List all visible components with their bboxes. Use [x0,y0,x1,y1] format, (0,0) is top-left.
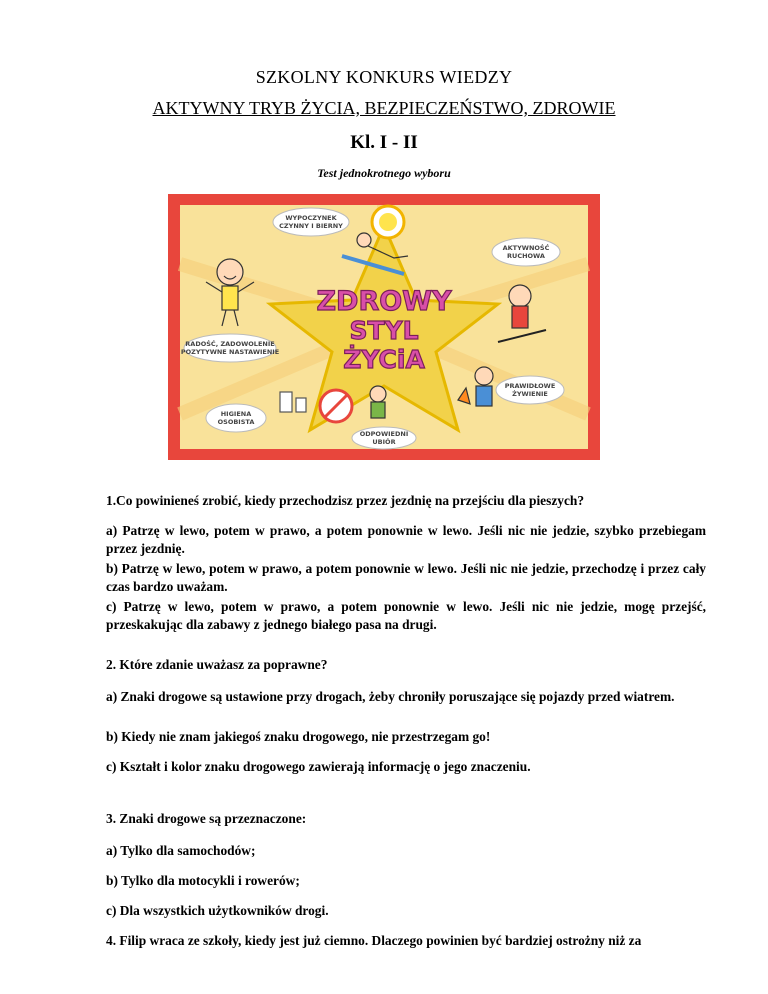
sun-figure [372,206,404,238]
poster-center-line3: ŻYCiA [343,345,425,374]
poster-center-line2: STYL [349,316,419,345]
question-1-option-c: c) Patrzę w lewo, potem w prawo, a potem ponownie w lewo. Jeśli nic nie jedzie, mogę przejść, przeskakując dla zabawy z jednego białego pasa na drugi. [106,599,706,632]
healthy-lifestyle-poster [168,194,600,460]
no-sign-figure [320,390,352,422]
poster-center-line1: ZDROWY [316,286,452,317]
label-rest-1: WYPOCZYNEK [285,214,337,222]
dressed-child-figure [370,386,386,418]
label-joy-1: RADOŚĆ, ZADOWOLENIE [185,340,275,348]
label-activity-2: RUCHOWA [507,252,545,260]
label-joy-2: POZYTYWNE NASTAWIENIE [180,348,280,356]
question-2-option-b: b) Kiedy nie znam jakiegoś znaku drogowego, nie przestrzegam go! [106,729,491,744]
label-activity-1: AKTYWNOŚĆ [502,244,550,252]
question-3: 3. Znaki drogowe są przeznaczone: [106,811,307,826]
question-1-option-b: b) Patrzę w lewo, potem w prawo, a potem ponownie w lewo. Jeśli nic nie jedzie, przechodzę i przez cały czas bardzo uważam. [106,561,706,594]
question-1: 1.Co powinieneś zrobić, kiedy przechodzisz przez jezdnię na przejściu dla pieszych? [106,493,585,508]
label-clothing-2: UBIÓR [372,438,396,446]
question-2-option-c: c) Kształt i kolor znaku drogowego zawierają informację o jego znaczeniu. [106,759,531,774]
grade-label: Kl. I - II [350,132,418,153]
label-clothing-1: ODPOWIEDNI [359,430,409,438]
label-rest-2: CZYNNY I BIERNY [279,222,343,230]
question-3-option-c: c) Dla wszystkich użytkowników drogi. [106,903,329,918]
question-2: 2. Które zdanie uważasz za poprawne? [106,657,328,672]
question-2-option-a: a) Znaki drogowe są ustawione przy drogach, żeby chroniły poruszające się pojazdy przed wiatrem. [106,689,675,704]
question-4: 4. Filip wraca ze szkoły, kiedy jest już ciemno. Dlaczego powinien być bardziej ostrożny niż za [106,933,642,948]
label-nutrition-2: ŻYWIENIE [512,390,548,398]
contest-subtitle: AKTYWNY TRYB ŻYCIA, BEZPIECZEŃSTWO, ZDROWIE [152,98,616,118]
question-1-option-a: a) Patrzę w lewo, potem w prawo, a potem ponownie w lewo. Jeśli nic nie jedzie, szybko przebiegam przez jezdnię. [106,523,706,556]
label-hygiene-1: HIGIENA [220,410,252,418]
test-type-label: Test jednokrotnego wyboru [317,166,451,180]
label-hygiene-2: OSOBISTA [217,418,255,426]
question-3-option-b: b) Tylko dla motocykli i rowerów; [106,873,300,888]
label-nutrition-1: PRAWIDŁOWE [504,382,556,390]
contest-title: SZKOLNY KONKURS WIEDZY [255,67,513,87]
question-3-option-a: a) Tylko dla samochodów; [106,843,256,858]
